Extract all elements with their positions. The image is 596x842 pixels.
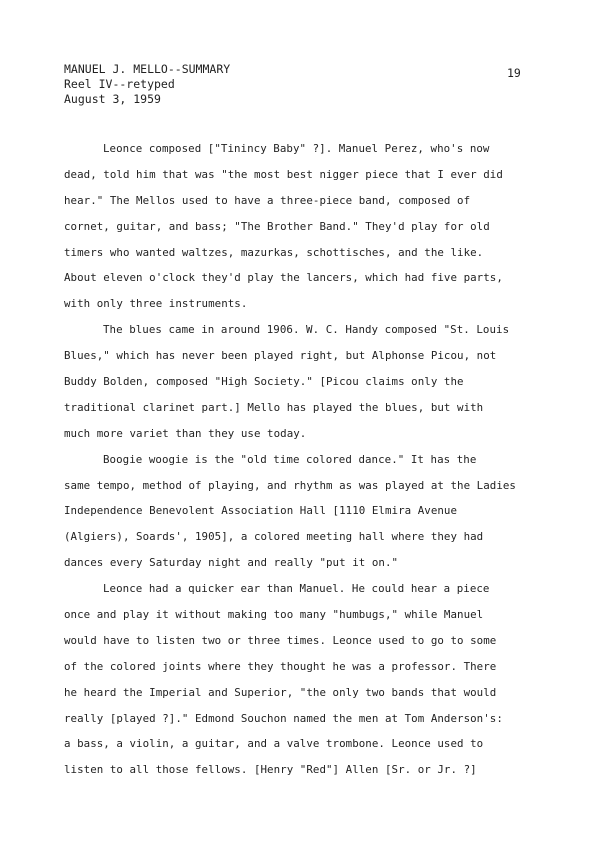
text-line: hear." The Mellos used to have a three-piece band, composed of — [64, 193, 471, 207]
text-line: once and play it without making too many "humbugs," while Manuel — [64, 608, 484, 622]
text-line: dances every Saturday night and really "put it on." — [64, 556, 399, 570]
text-line: Leonce had a quicker ear than Manuel. He could hear a piece — [103, 582, 490, 596]
text-line: Blues," which has never been played right, but Alphonse Picou, not — [64, 349, 497, 363]
text-line: timers who wanted waltzes, mazurkas, schottisches, and the like. — [64, 245, 484, 259]
text-line: much more variet than they use today. — [64, 426, 307, 440]
text-line: listen to all those fellows. [Henry "Red"] Allen [Sr. or Jr. ?] — [64, 763, 477, 777]
text-line: he heard the Imperial and Superior, "the only two bands that would — [64, 685, 497, 699]
text-line: of the colored joints where they thought he was a professor. There — [64, 659, 497, 673]
text-line: The blues came in around 1906. W. C. Handy composed "St. Louis — [103, 323, 510, 337]
document-title: MANUEL J. MELLO--SUMMARY — [64, 62, 231, 76]
text-line: Buddy Bolden, composed "High Society." [Picou claims only the — [64, 375, 464, 389]
text-line: Leonce composed ["Tinincy Baby" ?]. Manuel Perez, who's now — [103, 142, 490, 155]
text-line: a bass, a violin, a guitar, and a valve trombone. Leonce used to — [64, 737, 484, 751]
text-line: cornet, guitar, and bass; "The Brother Band." They'd play for old — [64, 219, 490, 233]
text-line: dead, told him that was "the most best nigger piece that I ever did — [64, 167, 503, 181]
document-date: August 3, 1959 — [64, 92, 161, 106]
reel-label: Reel IV--retyped — [64, 77, 175, 91]
text-line: About eleven o'clock they'd play the lancers, which had five parts, — [64, 271, 503, 285]
text-line: would have to listen two or three times. Leonce used to go to some — [64, 633, 497, 647]
text-line: traditional clarinet part.] Mello has played the blues, but with — [64, 400, 484, 414]
text-line: same tempo, method of playing, and rhythm as was played at the Ladies — [64, 478, 516, 492]
body-text — [64, 136, 524, 783]
page-number: 19 — [507, 66, 521, 80]
document-header — [64, 62, 230, 107]
text-line: Boogie woogie is the "old time colored dance." It has the — [103, 452, 477, 466]
text-line: Independence Benevolent Association Hall [1110 Elmira Avenue — [64, 504, 458, 518]
text-line: really [played ?]." Edmond Souchon named the men at Tom Anderson's: — [64, 711, 503, 725]
text-line: with only three instruments. — [64, 297, 248, 311]
text-line: (Algiers), Soards', 1905], a colored meeting hall where they had — [64, 530, 484, 544]
